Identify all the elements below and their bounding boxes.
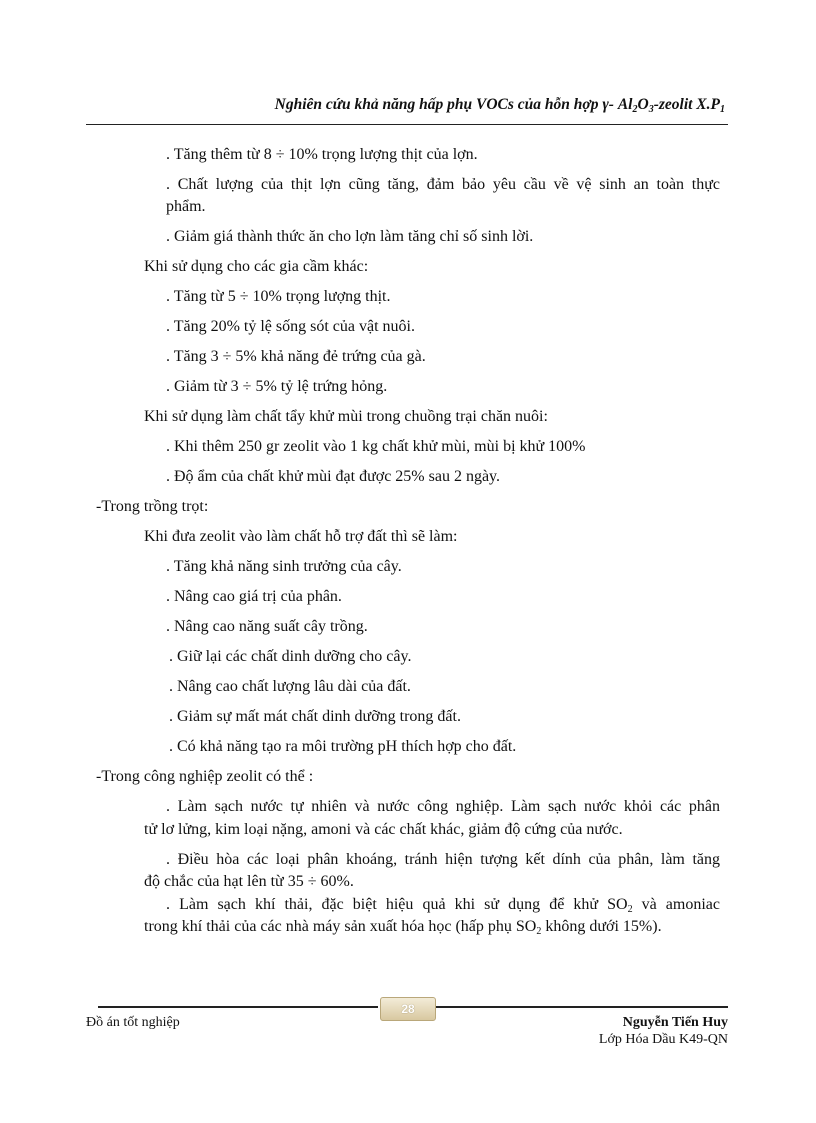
header-divider xyxy=(86,124,728,125)
crop-intro: Khi đưa zeolit vào làm chất hỗ trợ đất thì sẽ làm: xyxy=(144,528,458,545)
crop-item-5: . Nâng cao chất lượng lâu dài của đất. xyxy=(169,678,411,695)
footer-divider-right xyxy=(436,1006,728,1008)
footer-author: Nguyễn Tiến Huy xyxy=(622,1015,728,1030)
page-header-title: Nghiên cứu khả năng hấp phụ VOCs của hỗn hợp γ- $Al_2O_3$-zeolit $X.P_1$ xyxy=(274,96,725,115)
deodor-item-1: . Khi thêm 250 gr zeolit vào 1 kg chất khử mùi, mùi bị khử 100% xyxy=(166,438,586,455)
deodor-item-2: . Độ ẩm của chất khử mùi đạt được 25% sau 2 ngày. xyxy=(166,468,501,485)
crop-item-2: . Nâng cao giá trị của phân. xyxy=(166,588,342,605)
pig-item-2: . Chất lượng của thịt lợn cũng tăng, đảm bảo yêu cầu về vệ sinh an toàn thực xyxy=(166,176,720,193)
deodor-heading: Khi sử dụng làm chất tẩy khử mùi trong chuồng trại chăn nuôi: xyxy=(144,408,548,425)
industry-p1-line2: tử lơ lửng, kim loại nặng, amoni và các chất khác, giảm độ cứng của nước. xyxy=(144,821,623,838)
crop-item-3: . Nâng cao năng suất cây trồng. xyxy=(166,618,368,635)
pig-item-2-cont: phẩm. xyxy=(166,198,206,215)
poultry-heading: Khi sử dụng cho các gia cầm khác: xyxy=(144,258,369,275)
crop-item-4: . Giữ lại các chất dinh dưỡng cho cây. xyxy=(169,648,412,665)
industry-p3-line1: . Làm sạch khí thải, đặc biệt hiệu quả khi sử dụng để khử $SO_2$ và amoniac xyxy=(166,896,720,914)
footer-divider-left xyxy=(98,1006,378,1008)
industry-p3-line2: trong khí thải của các nhà máy sản xuất hóa học (hấp phụ $SO_2$ không dưới 15%). xyxy=(144,918,662,937)
footer-document-type: Đồ án tốt nghiệp xyxy=(86,1015,180,1030)
footer-class: Lớp Hóa Dầu K49-QN xyxy=(598,1032,728,1047)
industry-p1-line1: . Làm sạch nước tự nhiên và nước công nghiệp. Làm sạch nước khỏi các phân xyxy=(166,798,720,815)
poultry-item-1: . Tăng từ 5 ÷ 10% trọng lượng thịt. xyxy=(166,288,391,305)
pig-item-3: . Giảm giá thành thức ăn cho lợn làm tăng chỉ số sinh lời. xyxy=(166,228,534,245)
poultry-item-2: . Tăng 20% tỷ lệ sống sót của vật nuôi. xyxy=(166,318,415,335)
poultry-item-4: . Giảm từ 3 ÷ 5% tỷ lệ trứng hỏng. xyxy=(166,378,388,395)
crop-item-7: . Có khả năng tạo ra môi trường pH thích hợp cho đất. xyxy=(169,738,517,755)
page-number-badge: 28 xyxy=(380,997,436,1021)
poultry-item-3: . Tăng 3 ÷ 5% khả năng đẻ trứng của gà. xyxy=(166,348,426,365)
crop-item-6: . Giảm sự mất mát chất dinh dưỡng trong đất. xyxy=(169,708,461,725)
crop-item-1: . Tăng khả năng sinh trưởng của cây. xyxy=(166,558,402,575)
industry-heading: -Trong công nghiệp zeolit có thể : xyxy=(96,768,314,785)
industry-p2-line2: độ chắc của hạt lên từ 35 ÷ 60%. xyxy=(144,873,354,890)
industry-p2-line1: . Điều hòa các loại phân khoáng, tránh hiện tượng kết dính của phân, làm tăng xyxy=(166,851,720,868)
pig-item-1: . Tăng thêm từ 8 ÷ 10% trọng lượng thịt của lợn. xyxy=(166,146,478,163)
crop-heading: -Trong trồng trọt: xyxy=(96,498,209,515)
